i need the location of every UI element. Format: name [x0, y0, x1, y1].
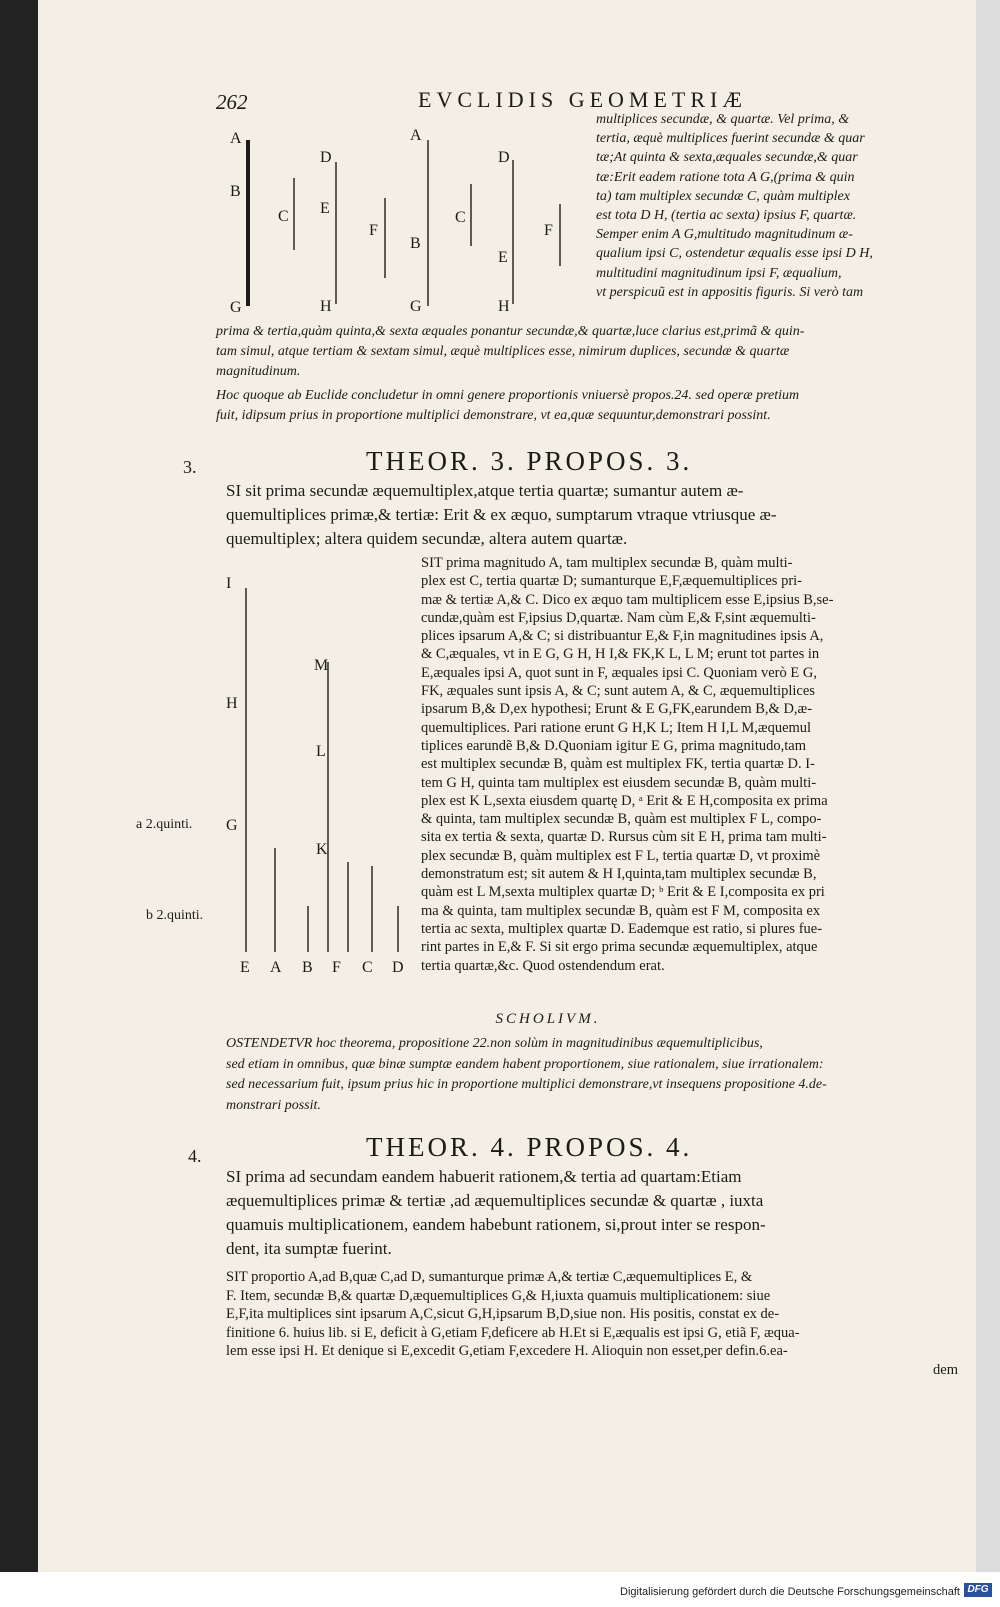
proof-line: cundæ,quàm est F,ipsius D,quartæ. Nam cùm E,& F,sint æquemulti- — [421, 609, 816, 626]
fig1-label-h: H — [320, 298, 332, 315]
proof-line: tem G H, quinta tam multiplex est eiusdem secundæ B, quàm multi- — [421, 774, 817, 791]
proof-line: tertia quartæ,&c. Quod ostendendum erat. — [421, 957, 665, 974]
proof-line: F. Item, secundæ B,& quartæ D,æquemultiplices G,& H,iuxta quamuis multiplicationem: siue — [226, 1287, 771, 1304]
proof-line: quàm est L M,sexta multiplex quartæ D; ᵇ Erit & E I,composita ex pri — [421, 884, 825, 901]
fig2-label-h: H — [498, 298, 510, 315]
intro-line: tertia, æquè multiplices fuerint secundæ & quar — [596, 131, 865, 147]
fig3-label-e: E — [240, 959, 250, 976]
theorem3-margin-number: 3. — [183, 457, 197, 477]
proof-line: ipsarum B,& D,ex hypothesi; Erunt & E G,FK,earundem B,& D,æ- — [421, 701, 813, 718]
fig2-label-g: G — [410, 298, 422, 315]
fig2-label-d: D — [498, 149, 510, 166]
theorem4-proof — [226, 1268, 966, 1379]
statement-line: quemultiplices primæ,& tertiæ: Erit & ex æquo, sumptarum vtraque vtriusque æ- — [226, 505, 777, 524]
intro-line: tæ;At quinta & sexta,æquales secundæ,& quar — [596, 150, 858, 166]
proof-line: mæ & tertiæ A,& C. Dico ex æquo tam multiplicem esse E,ipsius B,se- — [421, 591, 834, 608]
proof-line: tertia ac sexta, multiplex quartæ D. Eademque est ratio, si plures fue- — [421, 920, 823, 937]
statement-line: SI prima ad secundam eandem habuerit rationem,& tertia ad quartam:Etiam — [226, 1167, 742, 1186]
scholium-line: sed etiam in omnibus, quæ binæ sumptæ eandem habent proportionem, siue rationalem, siue irrationalem: — [226, 1056, 824, 1072]
fig3-label-f: F — [332, 959, 341, 976]
note-line: fuit, idipsum prius in proportione multiplici demonstrare, vt ea,quæ sequuntur,demonstrari possint. — [216, 408, 771, 423]
theorem4-heading: THEOR. 4. PROPOS. 4. — [366, 1132, 693, 1162]
intro-line: tam simul, atque tertiam & sextam simul, æquè multiplices esse, nimirum duplices, secundæ & quartæ — [216, 344, 790, 359]
footer-credit: Digitalisierung gefördert durch die Deutsche Forschungsgemeinschaft — [620, 1586, 960, 1598]
proof-line: FK, æquales sunt ipsis A, & C; sunt autem A, & C, æquemultiplices — [421, 683, 815, 700]
fig1-label-b: B — [230, 183, 241, 200]
page-number: 262 — [216, 90, 248, 114]
note-line: Hoc quoque ab Euclide concludetur in omni genere proportionis vniuersè propos.24. sed operæ pretium — [216, 388, 800, 403]
fig2-label-f: F — [544, 222, 553, 239]
fig3-label-h: H — [226, 695, 238, 712]
fig2-label-c: C — [455, 209, 466, 226]
intro-line: magnitudinum. — [216, 364, 301, 379]
intro-line: ta) tam multiplex secundæ C, quàm multiplex — [596, 188, 850, 204]
margin-note-b: b 2.quinti. — [146, 908, 204, 923]
footer-bar — [0, 1572, 1000, 1607]
proof-line: dem — [933, 1361, 958, 1378]
proof-line: plex est K L,sexta eiusdem quartę D, ᵃ Erit & E H,composita ex prima — [421, 792, 828, 809]
left-gutter — [0, 0, 38, 1572]
theorem3-statement — [226, 479, 966, 551]
fig1-label-f: F — [369, 222, 378, 239]
proof-line: plex est C, tertia quartæ D; sumanturque E,F,æquemultiplices pri- — [421, 573, 803, 590]
proof-line: E,æquales ipsi A, quot sunt in F, æquales ipsi C. Quoniam verò E G, — [421, 664, 817, 681]
theorem3-figure — [210, 575, 440, 980]
fig3-label-a: A — [270, 959, 282, 976]
intro-line: prima & tertia,quàm quinta,& sexta æquales ponantur secundæ,& quartæ,luce clarius est,primã & quin- — [216, 324, 805, 339]
fig3-label-k: K — [316, 841, 328, 858]
statement-line: æquemultiplices primæ & tertiæ ,ad æquemultiplices secundæ & quartæ , iuxta — [226, 1191, 764, 1210]
intro-note — [216, 386, 956, 426]
theorem3-heading: THEOR. 3. PROPOS. 3. — [366, 446, 693, 476]
scholium-heading: SCHOLIVM. — [495, 1011, 601, 1027]
proof-line: SIT prima magnitudo A, tam multiplex secundæ B, quàm multi- — [421, 555, 793, 571]
fig2-label-a: A — [410, 127, 422, 144]
proof-line: & quinta, tam multiplex secundæ B, quàm est multiplex F L, compo- — [421, 811, 822, 828]
fig2-label-b: B — [410, 235, 421, 252]
proof-line: sita ex tertia & sexta, quartæ D. Rursus cùm sit E H, prima tam multi- — [421, 829, 827, 846]
top-figure — [208, 118, 608, 318]
intro-line: qualium ipsi C, ostendetur æqualis esse ipsi D H, — [596, 246, 873, 262]
statement-line: SI sit prima secundæ æquemultiplex,atque tertia quartæ; sumantur autem æ- — [226, 481, 744, 500]
fig1-label-e: E — [320, 200, 330, 217]
fig3-label-m: M — [314, 657, 329, 674]
intro-line: Semper enim A G,multitudo magnitudinum æ- — [596, 227, 853, 243]
proof-line: lem esse ipsi H. Et denique si E,excedit G,etiam F,excedere H. Alioquin non esset,per defin.6.ea- — [226, 1343, 788, 1359]
fig2-label-e: E — [498, 249, 508, 266]
scholium-text — [226, 1034, 966, 1116]
fig3-label-l: L — [316, 743, 326, 760]
proof-line: tiplices earundẽ B,& D.Quoniam igitur E G, prima magnitudo,tam — [421, 737, 806, 754]
proof-line: plex secundæ B, quàm multiplex est F L, tertia quartæ D, vt proximè — [421, 847, 821, 864]
fig1-label-a: A — [230, 130, 242, 147]
book-page — [38, 0, 976, 1572]
fig3-label-d: D — [392, 959, 404, 976]
statement-line: dent, ita sumptæ fuerint. — [226, 1239, 392, 1258]
proof-line: SIT proportio A,ad B,quæ C,ad D, sumanturque primæ A,& tertiæ C,æquemultiplices E, & — [226, 1269, 753, 1285]
scholium-line: OSTENDETVR hoc theorema, propositione 22.non solùm in magnitudinibus æquemultiplicibus, — [226, 1036, 763, 1051]
proof-line: ma & quinta, tam multiplex secundæ B, quàm est F M, composita ex — [421, 902, 821, 919]
theorem4-margin-number: 4. — [188, 1146, 202, 1166]
proof-line: & C,æquales, vt in E G, G H, H I,& FK,K L, L M; erunt tot partes in — [421, 646, 820, 663]
proof-line: rint partes in E,& F. Si sit ergo prima secundæ æquemultiplex, atque — [421, 939, 818, 956]
intro-right-column — [596, 110, 956, 302]
proof-line: finitione 6. huius lib. si E, deficit à G,etiam F,deficere ab H.Et si E,æqualis est ipsi G, etiã F, æqua- — [226, 1324, 800, 1341]
fig3-label-c: C — [362, 959, 373, 976]
statement-line: quemultiplex; altera quidem secundæ, altera autem quartæ. — [226, 529, 628, 548]
intro-line: multiplices secundæ, & quartæ. Vel prima, & — [596, 112, 850, 127]
right-gutter — [976, 0, 1000, 1572]
proof-line: quemultiplices. Pari ratione erunt G H,K L; Item H I,L M,æquemul — [421, 719, 812, 736]
intro-line: vt perspicuũ est in appositis figuris. Si verò tam — [596, 284, 864, 300]
intro-line: tæ:Erit eadem ratione tota A G,(prima & quin — [596, 169, 855, 185]
fig1-label-g: G — [230, 299, 242, 316]
proof-line: E,F,ita multiplices sint ipsarum A,C,sicut G,H,ipsarum B,D,siue non. His positis, constat ex de- — [226, 1306, 780, 1322]
intro-line: multitudini magnitudinum ipsi F, æqualium, — [596, 265, 842, 281]
intro-line: est tota D H, (tertia ac sexta) ipsius F, quartæ. — [596, 208, 857, 224]
fig1-label-c: C — [278, 208, 289, 225]
scholium-line: monstrari possit. — [226, 1097, 321, 1113]
statement-line: quamuis multiplicationem, eandem habebunt rationem, si,prout inter se respon- — [226, 1215, 766, 1234]
running-title: EVCLIDIS GEOMETRIÆ — [418, 87, 747, 112]
intro-full-width — [216, 322, 956, 382]
fig3-label-g: G — [226, 817, 238, 834]
fig1-label-d: D — [320, 149, 332, 166]
dfg-logo: DFG — [964, 1583, 992, 1597]
theorem3-proof — [421, 554, 966, 975]
proof-line: plices ipsarum A,& C; si distribuantur E,& F,in magnitudines ipsis A, — [421, 628, 824, 645]
fig3-label-i: I — [226, 575, 232, 592]
fig3-label-b: B — [302, 959, 313, 976]
theorem4-statement — [226, 1165, 966, 1261]
proof-line: est multiplex secundæ B, quàm est multiplex FK, tertia quartæ D. I- — [421, 756, 815, 773]
margin-note-a: a 2.quinti. — [136, 817, 193, 832]
proof-line: demonstratum est; sit autem & H I,quinta,tam multiplex secundæ B, — [421, 866, 817, 883]
scholium-line: sed necessarium fuit, ipsum prius hic in proportione multiplici demonstrare,vt insequens propositione 4.de- — [226, 1077, 827, 1092]
